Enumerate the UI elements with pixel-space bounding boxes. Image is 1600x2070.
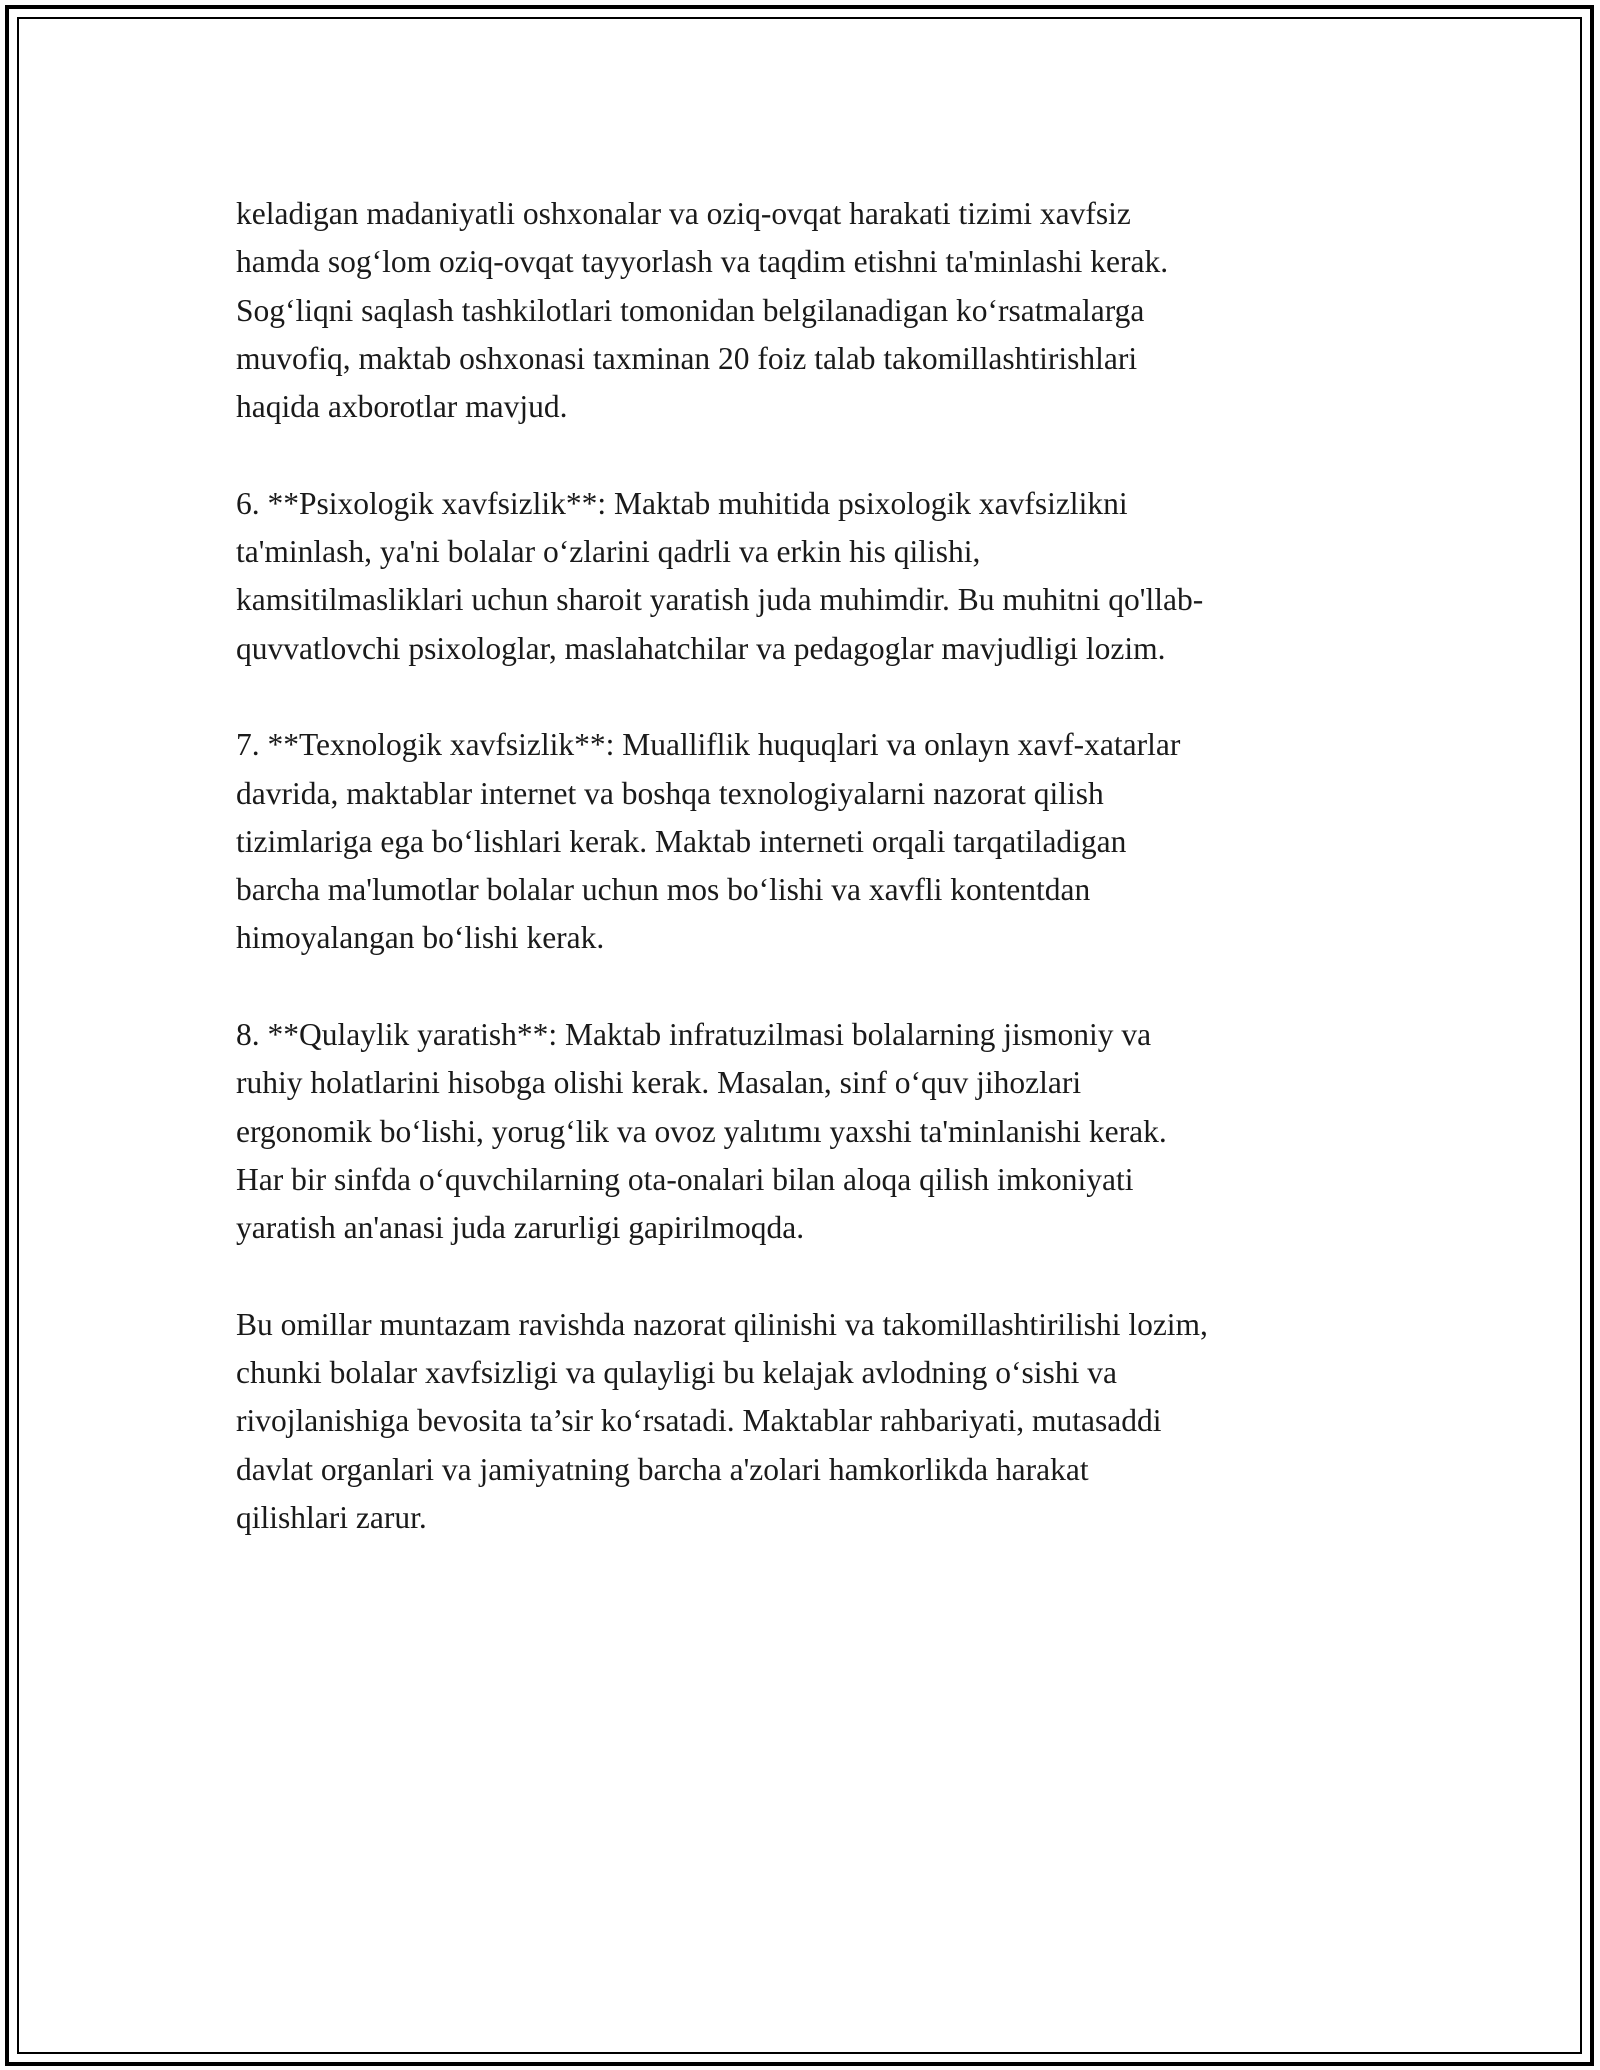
- text-line: rivojlanishiga bevosita ta’sir ko‘rsatadi. Maktablar rahbariyati, mutasaddi: [236, 1403, 1162, 1439]
- paragraph-technological-safety: [236, 721, 1396, 962]
- paragraph-conclusion: [236, 1301, 1396, 1542]
- text-line: muvofiq, maktab oshxonasi taxminan 20 foiz talab takomillashtirishlari: [236, 340, 1138, 376]
- paragraph-comfort: [236, 1011, 1396, 1252]
- text-line: davlat organlari va jamiyatning barcha a'zolari hamkorlikda harakat: [236, 1451, 1089, 1487]
- text-line: himoyalangan bo‘lishi kerak.: [236, 920, 605, 956]
- text-line: barcha ma'lumotlar bolalar uchun mos bo‘lishi va xavfli kontentdan: [236, 872, 1091, 908]
- text-line: 8. **Qulaylik yaratish**: Maktab infratuzilmasi bolalarning jismoniy va: [236, 1017, 1152, 1053]
- text-line: ruhiy holatlarini hisobga olishi kerak. Masalan, sinf o‘quv jihozlari: [236, 1065, 1082, 1101]
- text-line: haqida axborotlar mavjud.: [236, 389, 568, 425]
- text-line: chunki bolalar xavfsizligi va qulayligi bu kelajak avlodning o‘sishi va: [236, 1355, 1117, 1391]
- text-line: tizimlariga ega bo‘lishlari kerak. Maktab interneti orqali tarqatiladigan: [236, 823, 1127, 859]
- text-line: ta'minlash, ya'ni bolalar o‘zlarini qadrli va erkin his qilishi,: [236, 534, 981, 570]
- text-line: 7. **Texnologik xavfsizlik**: Mualliflik huquqlari va onlayn xavf-xatarlar: [236, 727, 1181, 763]
- paragraph-psychological-safety: [236, 480, 1396, 673]
- paragraph-kitchen-safety: [236, 190, 1396, 431]
- text-line: yaratish an'anasi juda zarurligi gapirilmoqda.: [236, 1210, 805, 1246]
- text-line: kamsitilmasliklari uchun sharoit yaratish juda muhimdir. Bu muhitni qo'llab-: [236, 582, 1204, 618]
- text-line: keladigan madaniyatli oshxonalar va oziq-ovqat harakati tizimi xavfsiz: [236, 196, 1131, 231]
- text-line: Sog‘liqni saqlash tashkilotlari tomonidan belgilanadigan ko‘rsatmalarga: [236, 292, 1145, 328]
- text-line: qilishlari zarur.: [236, 1500, 427, 1536]
- text-line: davrida, maktablar internet va boshqa texnologiyalarni nazorat qilish: [236, 775, 1104, 811]
- text-line: hamda sog‘lom oziq-ovqat tayyorlash va taqdim etishni ta'minlashi kerak.: [236, 244, 1169, 280]
- text-line: quvvatlovchi psixologlar, maslahatchilar va pedagoglar mavjudligi lozim.: [236, 630, 1166, 666]
- text-line: Har bir sinfda o‘quvchilarning ota-onalari bilan aloqa qilish imkoniyati: [236, 1161, 1134, 1197]
- text-line: Bu omillar muntazam ravishda nazorat qilinishi va takomillashtirilishi lozim,: [236, 1306, 1208, 1342]
- document-body: [236, 190, 1396, 1591]
- text-line: ergonomik bo‘lishi, yorug‘lik va ovoz yalıtımı yaxshi ta'minlanishi kerak.: [236, 1113, 1167, 1149]
- text-line: 6. **Psixologik xavfsizlik**: Maktab muhitida psixologik xavfsizlikni: [236, 485, 1128, 521]
